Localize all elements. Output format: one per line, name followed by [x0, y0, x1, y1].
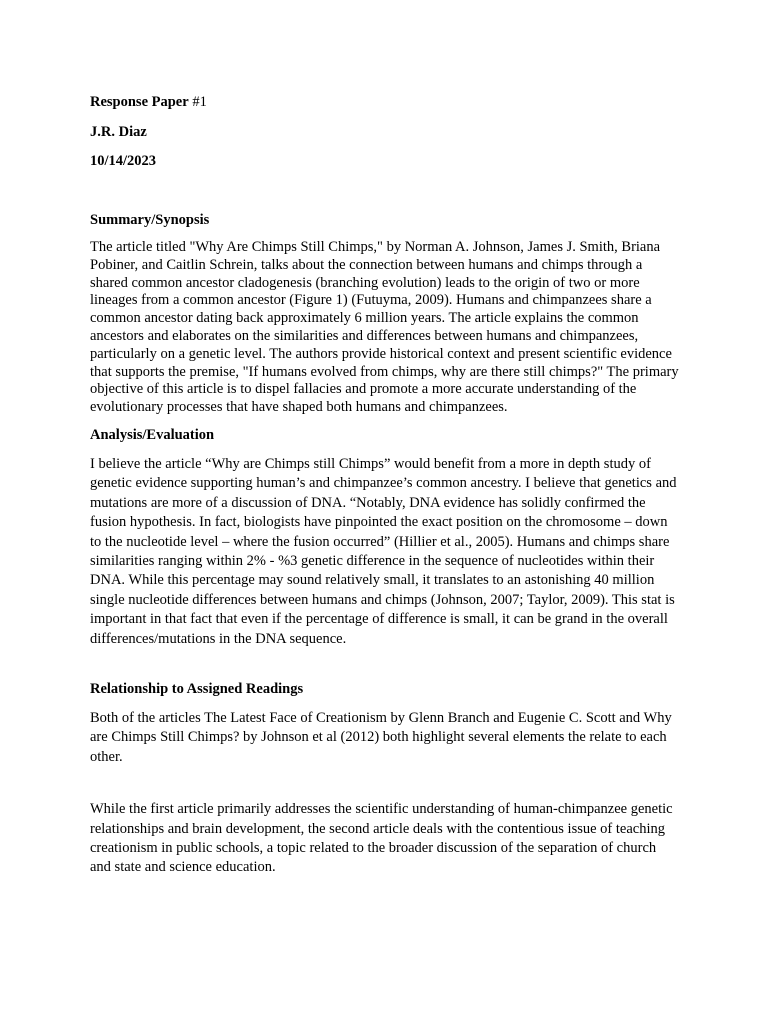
author-name — [90, 122, 680, 142]
contrast-paragraph: While the first article primarily addresses the scientific understanding of human-chimpanzee genetic relationships and brain development, the second article deals with the contentious issue of teaching creationism in public schools, a topic related to the broader discussion of the separation of church and state and science education. — [90, 801, 673, 876]
analysis-heading: Analysis/Evaluation — [90, 426, 215, 443]
relationship-heading: Relationship to Assigned Readings — [90, 681, 304, 698]
paper-title — [90, 92, 680, 112]
summary-paragraph: The article titled "Why Are Chimps Still Chimps," by Norman A. Johnson, James J. Smith, Briana Pobiner, and Caitlin Schrein, talks about the connection between humans and chimps through a shared common ancestor cladogenesis (branching evolution) leads to the origin of two or more lineages from a common ancestor (Figure 1) (Futuyma, 2009). Humans and chimpanzees share a common ancestor dating back approximately 6 million years. The article explains the common ancestors and elaborates on the similarities and differences between humans and chimpanzees, particularly on a genetic level. The authors provide historical context and present scientific evidence that supports the premise, "If humans evolved from chimps, why are there still chimps?" The primary objective of this article is to dispel fallacies and promote a more accurate understanding of the evolutionary processes that have shaped both humans and chimpanzees. — [90, 239, 679, 416]
paper-title-bold: Response Paper — [90, 94, 189, 110]
paper-title-number: #1 — [188, 94, 207, 110]
summary-heading: Summary/Synopsis — [90, 212, 210, 228]
author-name-text: J.R. Diaz — [90, 123, 147, 140]
document-page — [90, 92, 680, 878]
relationship-paragraph: Both of the articles The Latest Face of Creationism by Glenn Branch and Eugenie C. Scott and Why are Chimps Still Chimps? by Johnson et al (2012) both highlight several elements the relate to each other. — [90, 710, 672, 765]
analysis-paragraph: I believe the article “Why are Chimps still Chimps” would benefit from a more in depth study of genetic evidence supporting human’s and chimpanzee’s common ancestry. I believe that genetics and mutations are more of a discussion of DNA. “Notably, DNA evidence has solidly confirmed the fusion hypothesis. In fact, biologists have pinpointed the exact position on the chromosome – down to the nucleotide level – where the fusion occurred” (Hillier et al., 2005). Humans and chimps share similarities ranging within 2% - %3 genetic difference in the sequence of nucleotides within their DNA. While this percentage may sound relatively small, it translates to an astonishing 40 million single nucleotide differences between humans and chimps (Johnson, 2007; Taylor, 2009). This stat is important in that fact that even if the percentage of difference is small, it can be grand in the overall differences/mutations in the DNA sequence. — [90, 455, 677, 647]
paper-date-text: 10/14/2023 — [90, 153, 157, 169]
paper-date — [90, 151, 680, 171]
